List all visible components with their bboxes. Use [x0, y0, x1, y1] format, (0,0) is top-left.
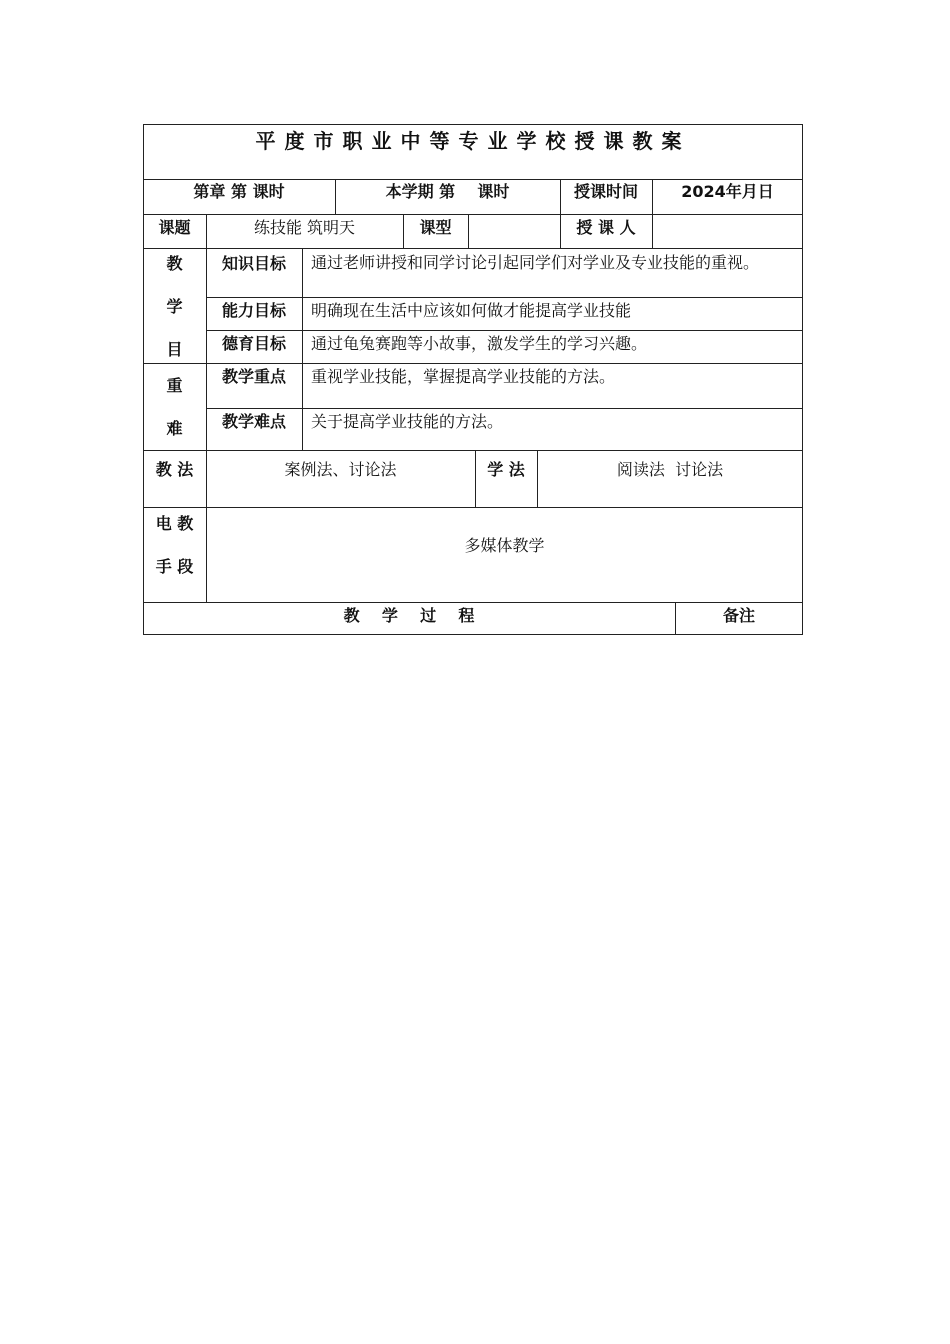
- learn-method-value: 阅读法 讨论法: [616, 460, 724, 479]
- row-divider: [143, 214, 803, 215]
- media-value: 多媒体教学: [464, 536, 545, 555]
- row-divider: [143, 248, 803, 249]
- moral-label: 德育目标: [221, 334, 286, 353]
- page-title: 平度市职业中等专业学校授课教案: [255, 129, 691, 153]
- col-divider: [652, 214, 653, 248]
- objectives-group-char: 学: [166, 297, 183, 316]
- knowledge-label: 知识目标: [221, 254, 286, 273]
- objectives-group-char: 教: [166, 254, 183, 273]
- ability-label: 能力目标: [221, 301, 286, 320]
- col-divider: [468, 214, 469, 248]
- type-label: 课型: [419, 218, 452, 237]
- topic-value: 练技能 筑明天: [253, 218, 356, 237]
- ability-value: 明确现在生活中应该如何做才能提高学业技能: [311, 301, 632, 320]
- learn-method-label: 学 法: [487, 460, 525, 479]
- semester-cell: 本学期 第 课时: [385, 182, 510, 201]
- row-divider: [206, 408, 803, 409]
- knowledge-value: 通过老师讲授和同学讨论引起同学们对学业及专业技能的重视。: [311, 253, 760, 272]
- process-label: 教 学 过 程: [343, 606, 475, 625]
- row-divider: [143, 363, 803, 364]
- time-label: 授课时间: [573, 182, 638, 201]
- notes-label: 备注: [722, 606, 755, 625]
- keypoints-group-char: 重: [166, 376, 183, 395]
- teach-method-label: 教 法: [155, 460, 194, 479]
- teach-method-value: 案例法、讨论法: [284, 460, 397, 479]
- row-divider: [206, 297, 803, 298]
- teacher-label: 授 课 人: [576, 218, 636, 237]
- chapter-cell: 第章 第 课时: [193, 182, 285, 201]
- difficult-label: 教学难点: [221, 412, 286, 431]
- objectives-group-char: 目: [166, 340, 183, 359]
- row-divider: [143, 450, 803, 451]
- key-label: 教学重点: [221, 367, 286, 386]
- col-divider: [302, 248, 303, 450]
- media-label-line2: 手 段: [155, 557, 194, 576]
- row-divider: [206, 330, 803, 331]
- key-value: 重视学业技能，掌握提高学业技能的方法。: [311, 367, 616, 386]
- row-divider: [143, 602, 803, 603]
- row-divider: [143, 507, 803, 508]
- keypoints-group-char: 难: [166, 419, 183, 438]
- difficult-value: 关于提高学业技能的方法。: [311, 412, 504, 431]
- topic-label: 课题: [158, 218, 191, 237]
- moral-value: 通过龟兔赛跑等小故事，激发学生的学习兴趣。: [311, 334, 648, 353]
- time-value: 2024年月日: [681, 182, 774, 201]
- row-divider: [143, 179, 803, 180]
- media-label-line1: 电 教: [155, 514, 194, 533]
